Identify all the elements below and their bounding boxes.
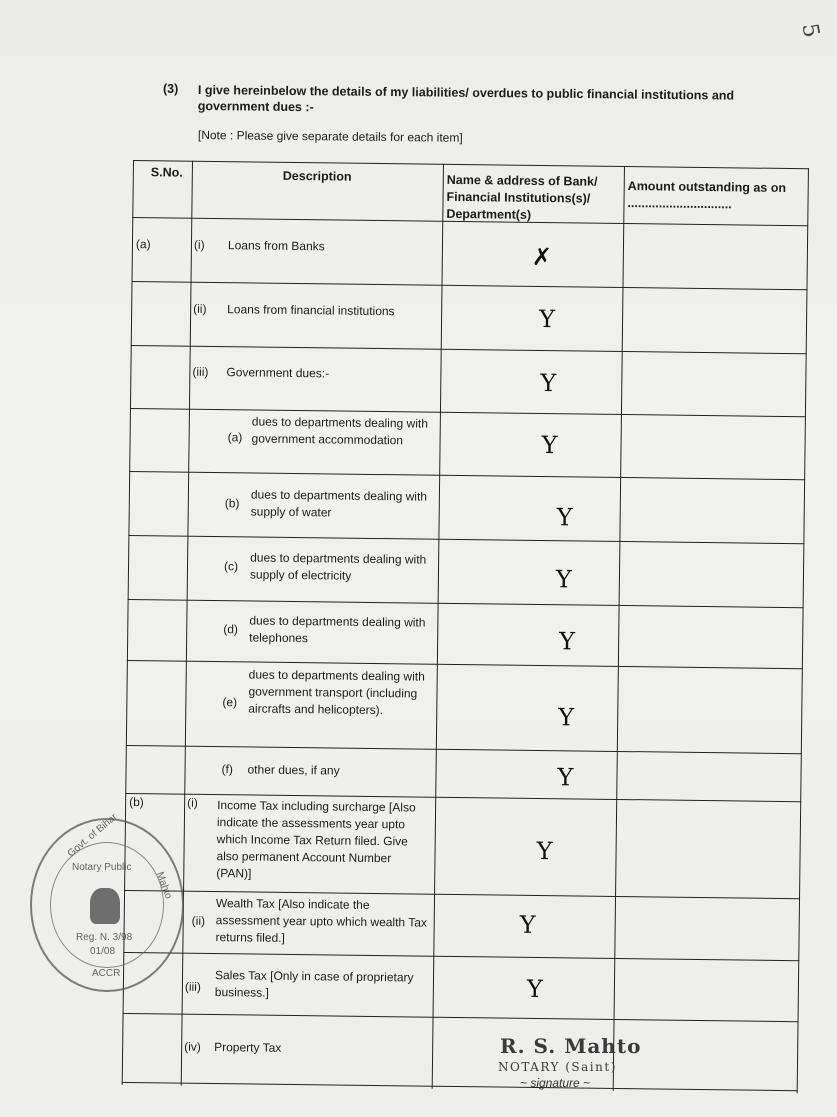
row-2-desc: Loans from financial institutions — [227, 302, 395, 319]
row-12-sub: (iii) — [184, 979, 201, 994]
row-12-nil-mark: Υ — [526, 974, 543, 1004]
header-description: Description — [282, 168, 352, 184]
row-6-desc: dues to departments dealing with supply of electricity — [249, 550, 427, 583]
row-11-nil-mark: Υ — [519, 910, 536, 939]
row-7-sub: (d) — [223, 622, 239, 637]
row-1-sub: (i) — [193, 237, 205, 252]
row-3-desc: Government dues:- — [226, 365, 330, 381]
row-9-nil-mark: Υ — [557, 763, 574, 792]
row-10-nil-mark: Υ — [536, 836, 553, 866]
row-4-nil-mark: Υ — [541, 431, 558, 460]
notary-seal-left: Govt. of Bihar Notary Public Reg. N. 3/98 01/08 ACCR Mahto — [30, 818, 184, 992]
row-8-desc: dues to departments dealing with government transport (including aircrafts and helicopters). — [248, 667, 425, 718]
row-7-desc: dues to departments dealing with telephones — [249, 613, 426, 646]
row-13-sub: (iv) — [184, 1039, 201, 1054]
row-13-desc: Property Tax — [214, 1040, 282, 1055]
header-sno: S.No. — [150, 165, 183, 180]
row-6-sub: (c) — [223, 559, 239, 574]
row-1-sno: (a) — [135, 237, 151, 252]
page-marker: 5 — [796, 21, 824, 40]
row-9-sub: (f) — [221, 762, 233, 777]
row-8-sub: (e) — [222, 695, 238, 710]
row-11-sub: (ii) — [191, 913, 206, 928]
liabilities-table — [122, 160, 809, 1093]
row-1-nil-mark: ✗ — [531, 242, 553, 272]
row-5-sub: (b) — [224, 496, 240, 511]
row-4-sub: (a) — [227, 430, 243, 445]
emblem-icon — [90, 888, 120, 924]
row-7-nil-mark: Υ — [558, 627, 576, 656]
section-note: [Note : Please give separate details for each item] — [197, 128, 463, 145]
row-10-desc: Income Tax including surcharge [Also indicate the assessments year upto which Income Tax Return filed. Give also permanent Account Number (PAN)] — [216, 798, 416, 881]
section-heading: I give hereinbelow the details of my liabilities/ overdues to public financial institutions and government dues :- — [197, 82, 735, 115]
signature: ~ signature ~ — [520, 1076, 591, 1090]
row-12-desc: Sales Tax [Only in case of proprietary business.] — [214, 968, 414, 1000]
row-10-sub: (i) — [187, 795, 198, 810]
row-2-sub: (ii) — [193, 301, 207, 316]
row-10-sno: (b) — [129, 795, 144, 810]
row-3-sub: (iii) — [192, 364, 209, 379]
row-1-desc: Loans from Banks — [227, 238, 325, 254]
row-3-nil-mark: Υ — [540, 368, 557, 398]
row-9-desc: other dues, if any — [247, 762, 340, 778]
row-2-nil-mark: Υ — [538, 304, 556, 334]
header-bank: Name & address of Bank/ Financial Institutions(s)/ Department(s) — [446, 172, 598, 222]
row-5-nil-mark: Υ — [556, 503, 573, 532]
notary-stamp-right: R. S. Mahto NOTARY (Saint) ~ signature ~ — [498, 1034, 642, 1090]
row-4-desc: dues to departments dealing with government accommodation — [251, 414, 428, 448]
row-6-nil-mark: Υ — [555, 565, 572, 594]
row-5-desc: dues to departments dealing with supply of water — [250, 487, 428, 520]
header-amount: Amount outstanding as on .............................. — [627, 179, 787, 212]
row-11-desc: Wealth Tax [Also indicate the assessment year upto which wealth Tax returns filed.] — [215, 896, 428, 945]
section-number: (3) — [163, 82, 179, 96]
row-8-nil-mark: Υ — [558, 703, 575, 732]
